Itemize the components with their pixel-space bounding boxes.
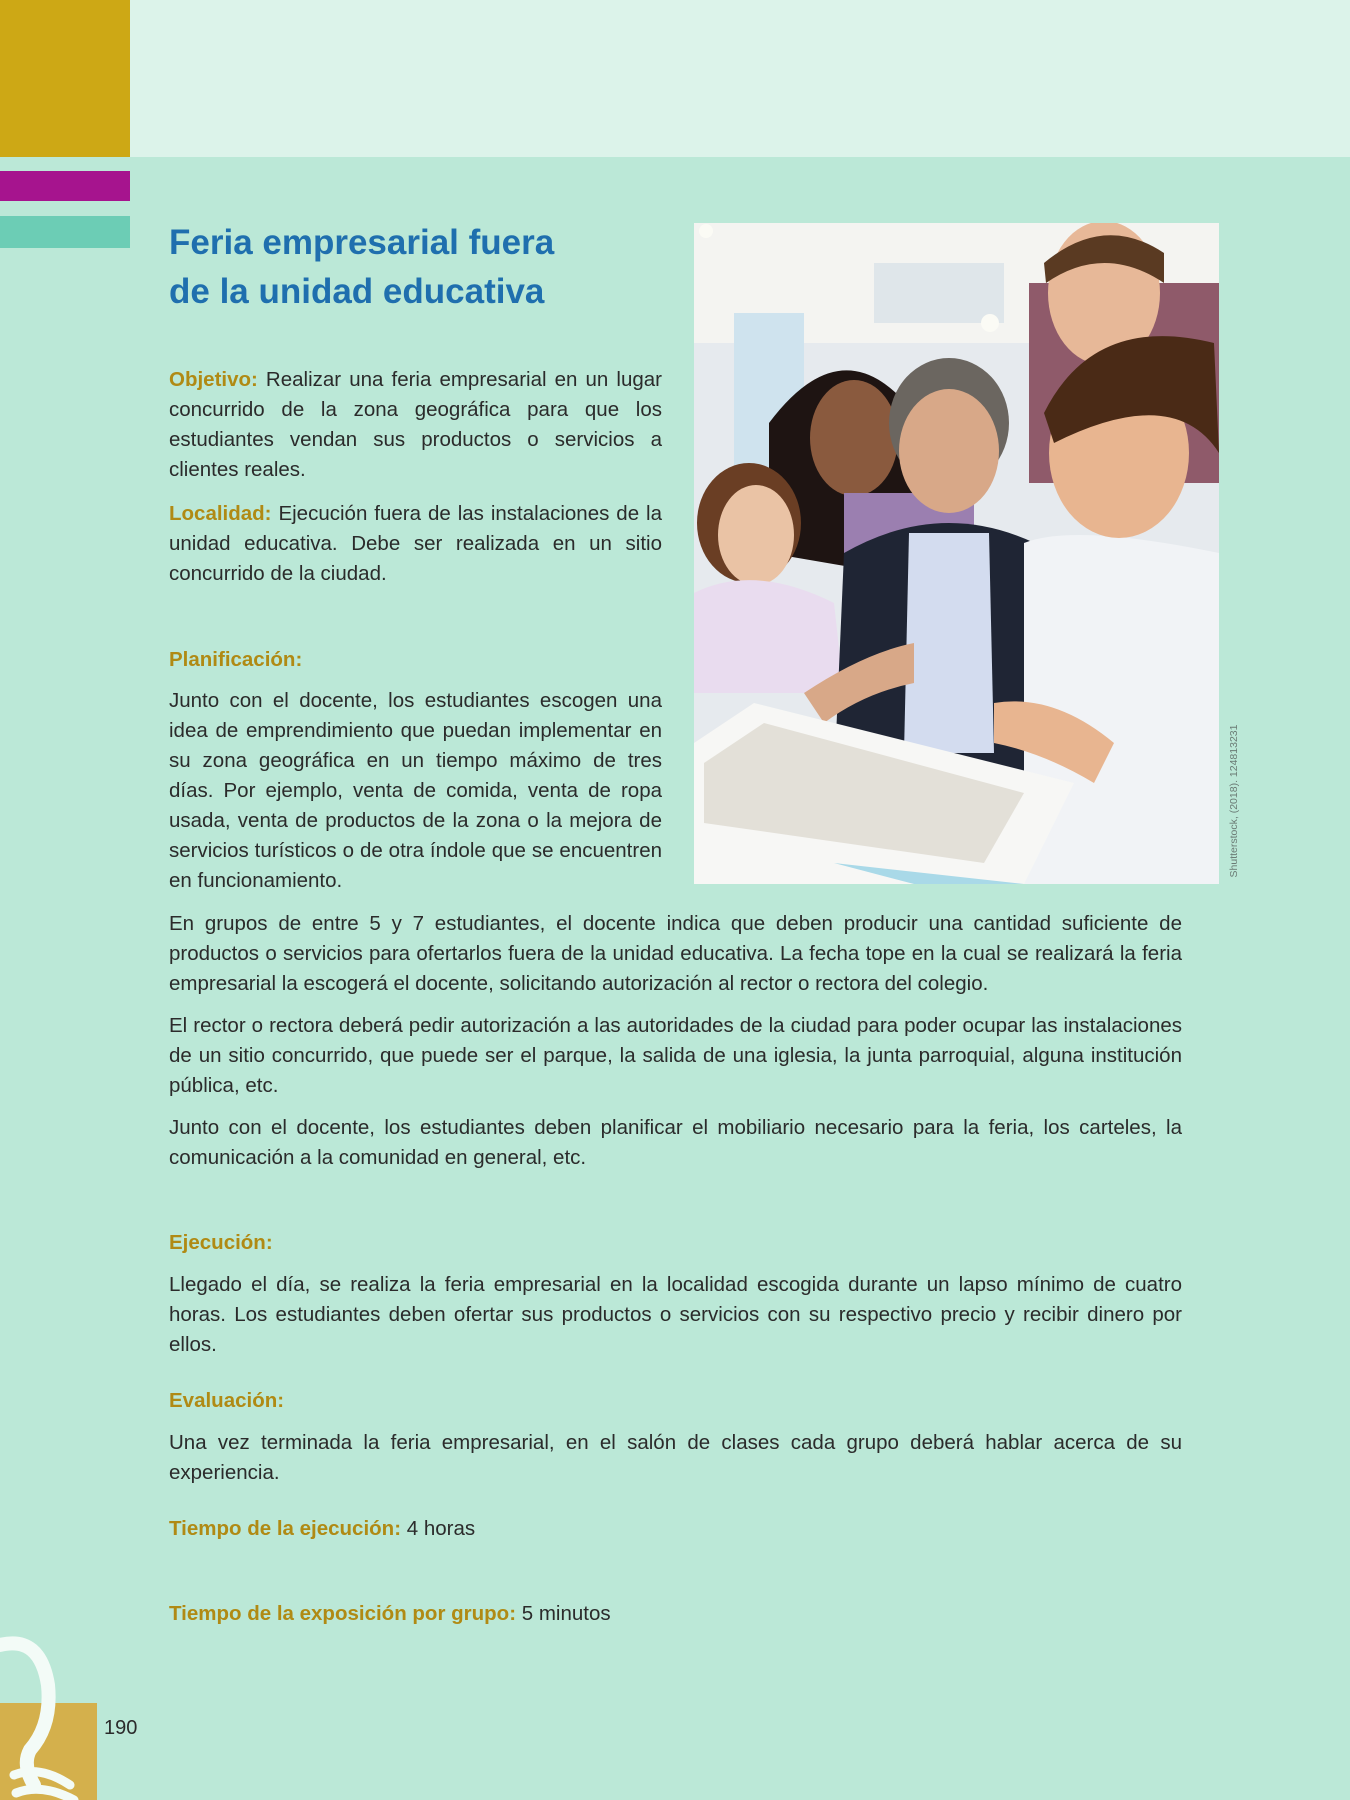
group-of-students-with-teacher-at-laptop-photo: [694, 223, 1219, 884]
magenta-stripe: [0, 171, 130, 201]
ejecucion-heading: Ejecución:: [169, 1231, 273, 1254]
students-photo: [694, 223, 1219, 884]
header-band: [0, 0, 1350, 157]
objetivo-label: Objetivo:: [169, 368, 258, 391]
localidad-paragraph: [169, 499, 662, 589]
evaluacion-paragraph: Una vez terminada la feria empresarial, en el salón de clases cada grupo deberá hablar acerca de su experiencia.: [169, 1431, 1182, 1484]
planificacion-paragraph-1: Junto con el docente, los estudiantes escogen una idea de emprendimiento que puedan implementar en su zona geográfica en un tiempo máximo de tres días. Por ejemplo, venta de comida, venta de ropa usada, venta de productos de la zona o la mejora de servicios turísticos o de otra índole que se encuentren en funcionamiento.: [169, 689, 662, 892]
tiempo-exposicion-label: Tiempo de la exposición por grupo:: [169, 1602, 517, 1625]
planificacion-paragraph-3: El rector o rectora deberá pedir autorización a las autoridades de la ciudad para poder ocupar las instalaciones de un sitio concurrido, que puede ser el parque, la salida de una iglesia, la junta parroquial, alguna institución pública, etc.: [169, 1014, 1182, 1097]
page-title-line-2: de la unidad educativa: [169, 272, 545, 311]
gold-color-block: [0, 0, 130, 157]
objetivo-text: Realizar una feria empresarial en un lugar concurrido de la zona geográfica para que los estudiantes vendan sus productos o servicios a clientes reales.: [169, 368, 662, 481]
teal-stripe: [0, 216, 130, 248]
objetivo-paragraph: [169, 365, 662, 485]
ejecucion-paragraph: Llegado el día, se realiza la feria empresarial en la localidad escogida durante un lapso mínimo de cuatro horas. Los estudiantes deben ofertar sus productos o servicios con su respectivo precio y recibir dinero por ellos.: [169, 1273, 1182, 1356]
tiempo-ejecucion: [169, 1514, 475, 1544]
page-number: 190: [104, 1717, 138, 1739]
tiempo-ejecucion-label: Tiempo de la ejecución:: [169, 1517, 402, 1540]
tiempo-ejecucion-value: 4 horas: [401, 1517, 476, 1540]
planificacion-paragraph-4: Junto con el docente, los estudiantes deben planificar el mobiliario necesario para la feria, los carteles, la comunicación a la comunidad en general, etc.: [169, 1116, 1182, 1169]
tiempo-exposicion-value: 5 minutos: [516, 1602, 611, 1625]
evaluacion-heading: Evaluación:: [169, 1389, 285, 1412]
planificacion-heading: Planificación:: [169, 648, 303, 671]
lightbulb-outline-icon: [0, 1625, 110, 1800]
localidad-label: Localidad:: [169, 502, 272, 525]
planificacion-paragraph-2: En grupos de entre 5 y 7 estudiantes, el docente indica que deben producir una cantidad suficiente de productos o servicios para ofertarlos fuera de la unidad educativa. La fecha tope en la cual se realizará la feria empresarial la escogerá el docente, solicitando autorización al rector o rectora del colegio.: [169, 912, 1182, 995]
page-title: [169, 218, 669, 316]
localidad-text: Ejecución fuera de las instalaciones de la unidad educativa. Debe ser realizada en un sitio concurrido de la ciudad.: [169, 502, 662, 585]
photo-credit: [1221, 716, 1247, 886]
page-title-line-1: Feria empresarial fuera: [169, 223, 555, 262]
photo-credit-text: Shutterstock, (2018). 124813231: [1228, 724, 1240, 878]
tiempo-exposicion: [169, 1599, 611, 1629]
